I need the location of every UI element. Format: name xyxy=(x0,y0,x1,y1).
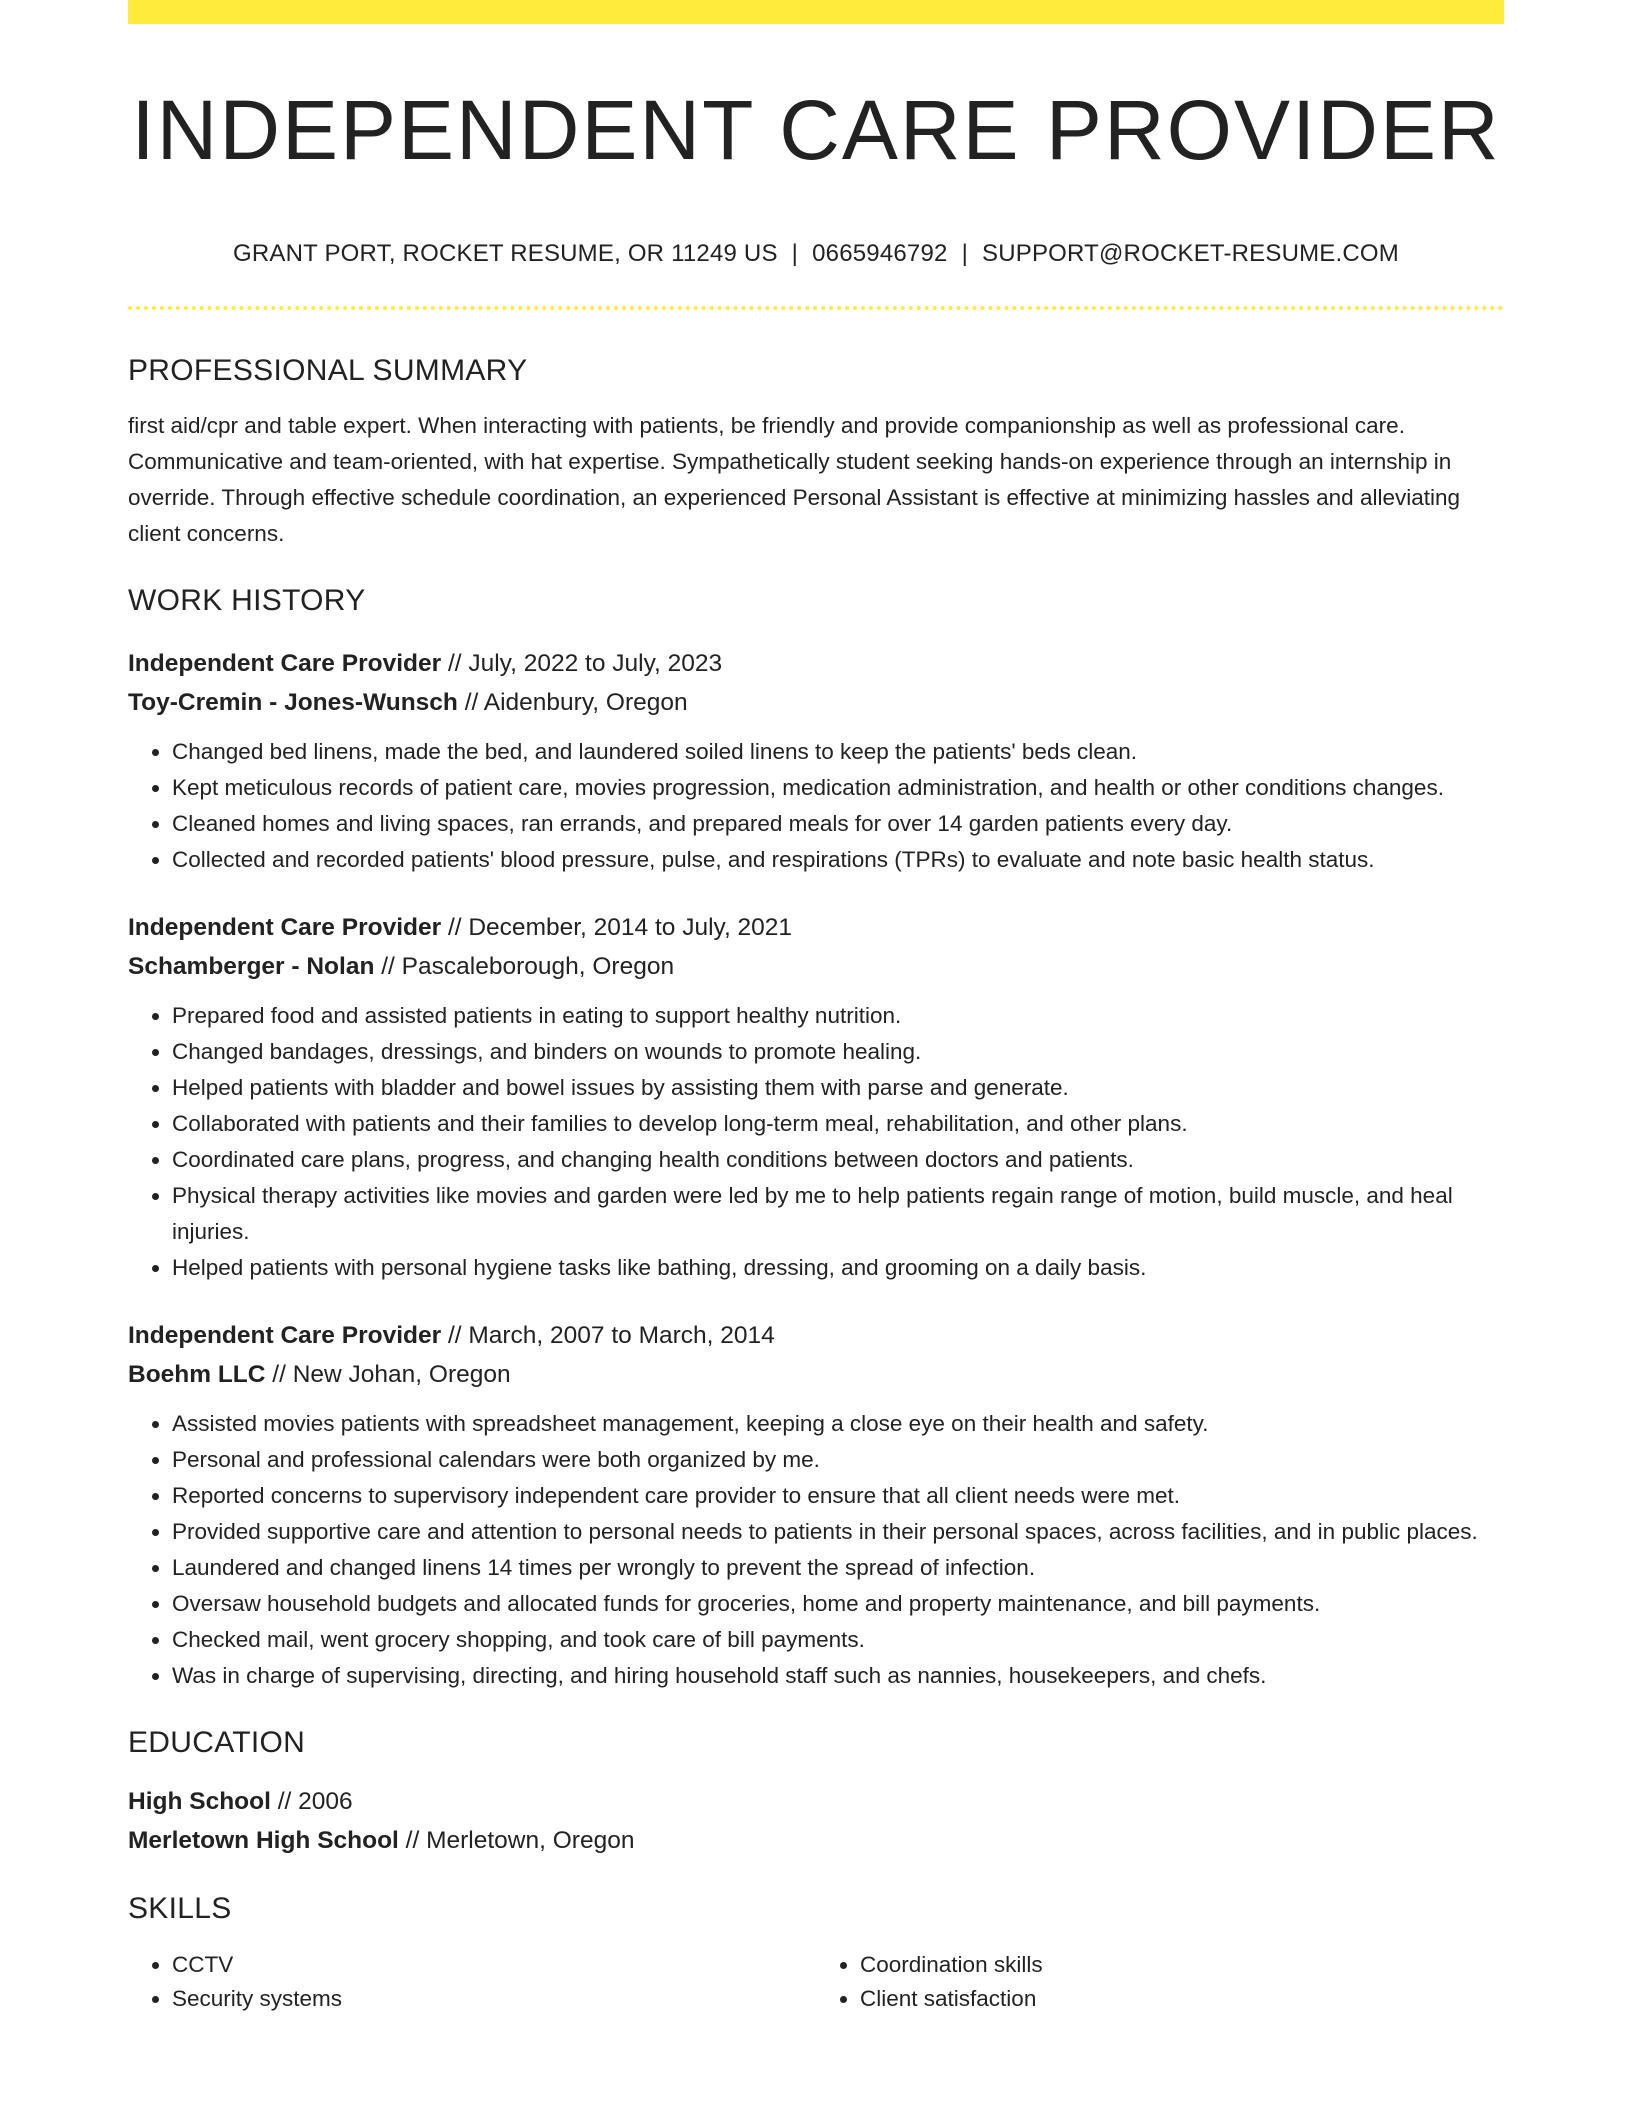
job-bullet: • Checked mail, went grocery shopping, and took care of bill payments. xyxy=(172,1622,1504,1658)
skill-item: • Security systems xyxy=(172,1982,816,2016)
education-school-line xyxy=(128,1821,1504,1860)
job-dates: // July, 2022 to July, 2023 xyxy=(441,650,723,678)
job-bullet: • Collaborated with patients and their families to develop long-term meal, rehabilitation, and other plans. xyxy=(172,1106,1504,1142)
job-bullet: • Physical therapy activities like movies and garden were led by me to help patients regain range of motion, build muscle, and heal injuries. xyxy=(172,1178,1504,1250)
job-bullet: • Laundered and changed linens 14 times per wrongly to prevent the spread of infection. xyxy=(172,1550,1504,1586)
job-company-line xyxy=(128,947,1504,986)
education-entry xyxy=(128,1782,1504,1860)
skill-item: • Client satisfaction xyxy=(860,1982,1504,2016)
job-bullet: • Prepared food and assisted patients in eating to support healthy nutrition. xyxy=(172,998,1504,1034)
job-bullet: • Cleaned homes and living spaces, ran errands, and prepared meals for over 14 garden patients every day. xyxy=(172,806,1504,842)
job-title-line xyxy=(128,644,1504,683)
job-entry xyxy=(128,1316,1504,1694)
job-location: // New Johan, Oregon xyxy=(265,1361,511,1389)
job-bullet: • Oversaw household budgets and allocated funds for groceries, home and property maintenance, and bill payments. xyxy=(172,1586,1504,1622)
education-school: Merletown High School xyxy=(128,1827,399,1855)
job-bullet: • Assisted movies patients with spreadsheet management, keeping a close eye on their health and safety. xyxy=(172,1406,1504,1442)
job-company: Boehm LLC xyxy=(128,1361,266,1389)
job-bullet: • Helped patients with personal hygiene tasks like bathing, dressing, and grooming on a daily basis. xyxy=(172,1250,1504,1286)
job-bullets xyxy=(128,998,1504,1286)
job-bullet: • Reported concerns to supervisory independent care provider to ensure that all client needs were met. xyxy=(172,1478,1504,1514)
work-history-heading: WORK HISTORY xyxy=(128,584,366,618)
contact-email[interactable]: SUPPORT@ROCKET-RESUME.COM xyxy=(982,240,1399,268)
job-location: // Pascaleborough, Oregon xyxy=(374,953,675,981)
job-title: Independent Care Provider xyxy=(128,650,442,678)
contact-separator: | xyxy=(961,240,969,268)
job-title: Independent Care Provider xyxy=(128,1322,442,1350)
job-bullet: • Collected and recorded patients' blood pressure, pulse, and respirations (TPRs) to evaluate and note basic health status. xyxy=(172,842,1504,878)
contact-separator: | xyxy=(791,240,799,268)
job-entry xyxy=(128,908,1504,1286)
education-location: // Merletown, Oregon xyxy=(398,1827,635,1855)
summary-text: first aid/cpr and table expert. When interacting with patients, be friendly and provide companionship as well as professional care. Communicative and team-oriented, with hat expertise. Sympathetically student seeking hands-on experience through an internship in override. Through effective schedule coordination, an experienced Personal Assistant is effective at minimizing hassles and alleviating client concerns. xyxy=(128,413,1461,547)
job-company-line xyxy=(128,1355,1504,1394)
education-degree-line xyxy=(128,1782,1504,1821)
job-location: // Aidenbury, Oregon xyxy=(457,689,688,717)
job-entry xyxy=(128,644,1504,878)
job-title-line xyxy=(128,1316,1504,1355)
job-dates: // March, 2007 to March, 2014 xyxy=(441,1322,775,1350)
education-heading: EDUCATION xyxy=(128,1726,306,1760)
skill-item: • CCTV xyxy=(172,1948,816,1982)
job-bullet: • Provided supportive care and attention to personal needs to patients in their personal spaces, across facilities, and in public places. xyxy=(172,1514,1504,1550)
job-bullet: • Was in charge of supervising, directing, and hiring household staff such as nannies, housekeepers, and chefs. xyxy=(172,1658,1504,1694)
skills-heading: SKILLS xyxy=(128,1892,232,1926)
job-bullet: • Kept meticulous records of patient care, movies progression, medication administration, and health or other conditions changes. xyxy=(172,770,1504,806)
job-bullet: • Changed bandages, dressings, and binders on wounds to promote healing. xyxy=(172,1034,1504,1070)
contact-address: GRANT PORT, ROCKET RESUME, OR 11249 US xyxy=(233,240,778,268)
job-bullet: • Personal and professional calendars were both organized by me. xyxy=(172,1442,1504,1478)
resume-title: INDEPENDENT CARE PROVIDER xyxy=(131,83,1501,177)
accent-bar xyxy=(128,0,1504,24)
summary-heading: PROFESSIONAL SUMMARY xyxy=(128,354,528,388)
education-degree: High School xyxy=(128,1788,271,1816)
job-title-line xyxy=(128,908,1504,947)
resume-page xyxy=(128,0,1504,2016)
job-company: Schamberger - Nolan xyxy=(128,953,375,981)
skill-item: • Coordination skills xyxy=(860,1948,1504,1982)
education-year: // 2006 xyxy=(270,1788,353,1816)
job-bullets xyxy=(128,1406,1504,1694)
job-dates: // December, 2014 to July, 2021 xyxy=(441,914,793,942)
contact-line xyxy=(128,240,1504,268)
job-bullets xyxy=(128,734,1504,878)
job-bullet: • Changed bed linens, made the bed, and laundered soiled linens to keep the patients' beds clean. xyxy=(172,734,1504,770)
job-bullet: • Helped patients with bladder and bowel issues by assisting them with parse and generate. xyxy=(172,1070,1504,1106)
job-title: Independent Care Provider xyxy=(128,914,442,942)
job-bullet: • Coordinated care plans, progress, and changing health conditions between doctors and patients. xyxy=(172,1142,1504,1178)
dotted-divider xyxy=(128,306,1504,310)
job-company: Toy-Cremin - Jones-Wunsch xyxy=(128,689,458,717)
skills-column-right xyxy=(816,1948,1504,2016)
job-company-line xyxy=(128,683,1504,722)
skills-list xyxy=(128,1948,1504,2016)
skills-column-left xyxy=(128,1948,816,2016)
contact-phone: 0665946792 xyxy=(812,240,948,268)
